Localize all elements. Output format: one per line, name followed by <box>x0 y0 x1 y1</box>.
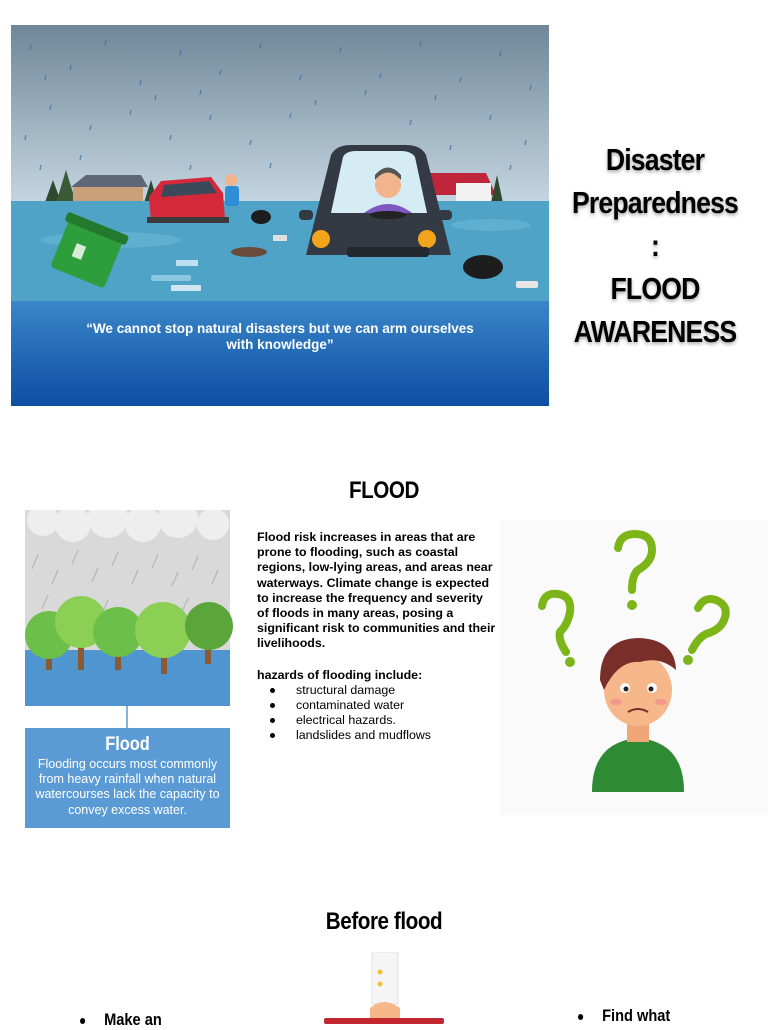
hero-quote: “We cannot stop natural disasters but we can arm ourselves with knowledge” <box>86 321 474 352</box>
bullet-icon <box>80 1018 85 1024</box>
before-flood-heading: Before flood <box>325 908 443 935</box>
hero-illustration <box>11 25 549 406</box>
before-flood-item-right <box>578 1006 670 1026</box>
list-item: electrical hazards. <box>257 713 497 728</box>
page-title <box>567 138 742 353</box>
title-line-3: FLOOD <box>610 271 700 306</box>
title-line-4: AWARENESS <box>573 314 737 349</box>
before-flood-item-text: Make an <box>104 1010 162 1029</box>
before-flood-item-left <box>80 1010 162 1030</box>
hazards-list <box>257 683 497 744</box>
flood-card-title: Flood <box>105 734 150 755</box>
flood-card-text: Flooding occurs most commonly from heavy rainfall when natural watercourses lack the capacity to convey excess water. <box>35 757 220 817</box>
flood-heading: FLOOD <box>348 477 420 504</box>
list-item: landslides and mudflows <box>257 728 497 743</box>
bullet-icon <box>578 1014 583 1020</box>
confused-person-illustration <box>500 520 768 815</box>
before-flood-illustration <box>320 952 448 1024</box>
flood-info-card <box>25 728 230 828</box>
title-line-1: Disaster <box>605 142 705 177</box>
flood-description <box>257 530 497 744</box>
list-item: structural damage <box>257 683 497 698</box>
flood-paragraph: Flood risk increases in areas that are prone to flooding, such as coastal regions, low-lying areas, and areas near waterways. Climate change is expected to increase the frequency and severity of floods in many areas, posing a significant risk to communities and their livelihoods. <box>257 530 496 651</box>
before-flood-item-text: Find what <box>602 1006 671 1025</box>
list-item: contaminated water <box>257 698 497 713</box>
hazards-heading: hazards of flooding include: <box>257 667 423 682</box>
title-line-2: Preparedness : <box>571 185 739 263</box>
